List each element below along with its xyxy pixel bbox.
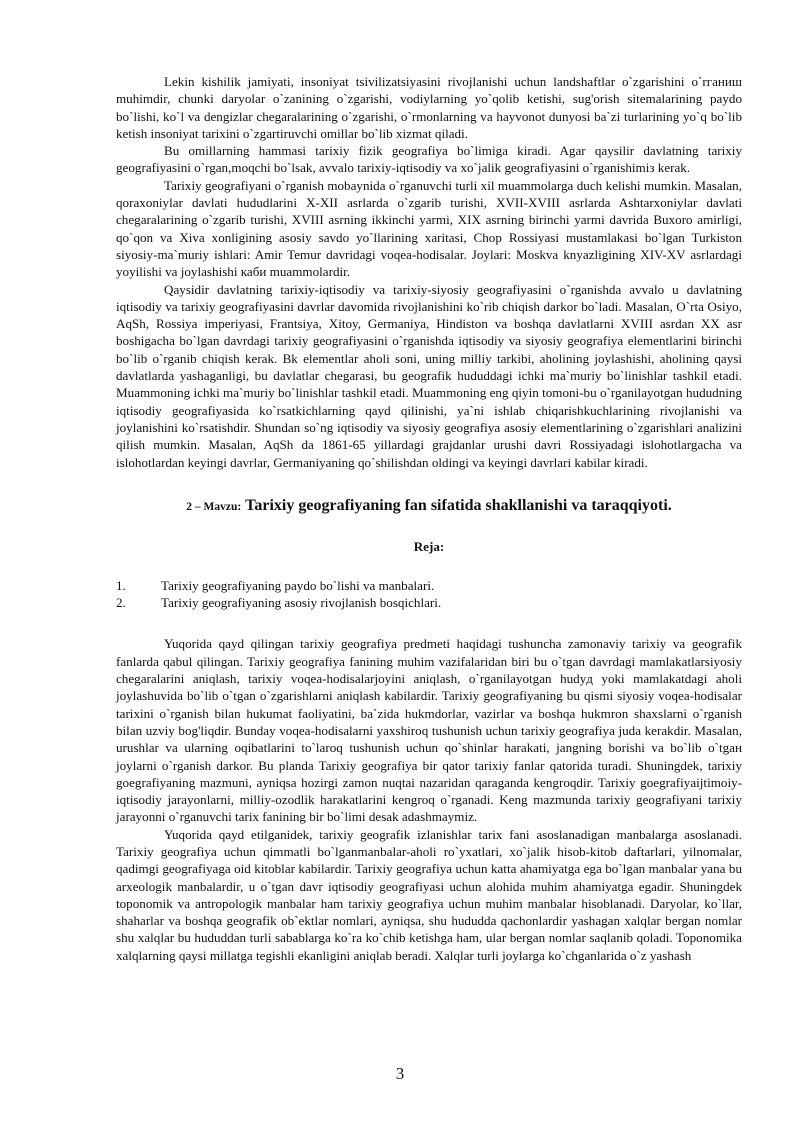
plan-list-item xyxy=(116,594,742,611)
body-paragraph: Qaysidir davlatning tarixiy-iqtisodiy va tarixiy-siyosiy geografiyasini o`rganishda avvalo u davlatning iqtisodiy va tarixiy geografiyasini davrlar davomida rivojlanishini ko`rib chiqish darkor bo`ladi. Masalan, O`rta Osiyo, AqSh, Rossiya imperiyasi, Frantsiya, Xitoy, Germaniya, Hindiston va boshqa davlatlarni XVIII asrdan XX asr boshigacha bo`lgan davrdagi tarixiy geografiyasini o`rganishda iqtisodiy va siyosiy geografiya elementlarini birinchi bo`lib o`rganib chiqish kerak. Bk elementlar aholi soni, uning milliy tarkibi, aholining joylashishi, aholining qaysi davlatlarda yashaganligi, bu davlatlar chegarasi, bu geografik hududdagi ichki ma`muriy bo`linishlar tashkil etadi. Muammoning ichki ma`muriy bo`linishlar tashkil etadi. Muammoning eng qiyin tomoni-bu o`rganilayotgan hududning iqtisodiy geografiyasida ko`rsatkichlarning qayd qilinishi, ya`ni ishlab chiqarishkuchlarining rivojlanishi va joylanishini ko`rsatishdir. Shundan so`ng iqtisodiy va siyosiy geografiya asosiy elementlarining o`zgarishlari analizini qilish mumkin. Masalan, AqSh da 1861-65 yillardagi grajdanlar urushi davri Rossiyadagi islohotlargacha va islohotlardan keyingi davrlar, Germaniyaning qo`shilishdan oldingi va keyingi davrlari kabilar kiradi. xyxy=(116,281,742,470)
plan-list-item xyxy=(116,577,742,594)
body-paragraph: Lekin kishilik jamiyati, insoniyat tsivilizatsiyasini rivojlanishi uchun landshaftlar o`zgarishini o`rганиш muhimdir, chunki daryolar o`zanining o`zgarishi, vodiylarning yo`qolib ketishi, sug'orish sitemalarining paydo bo`lishi, ko`l va dengizlar chegaralarining o`zgarishi, o`rmonlarning va hayvonot dunyosi ba`zi turlarining yo`q bo`lib ketish insoniyat tarixini o`zgartiruvchi omillar bo`lib xizmat qiladi. xyxy=(116,74,742,141)
plan-item-text: Tarixiy geografiyaning paydo bo`lishi va manbalari. xyxy=(161,577,435,593)
topic-number: 2 – Mavzu: xyxy=(186,500,242,513)
spacer xyxy=(116,611,742,635)
plan-heading: Reja: xyxy=(413,538,445,554)
body-paragraph: Yuqorida qayd etilganidek, tarixiy geografik izlanishlar tarix fani asoslanadigan manbalarga asoslanadi. Tarixiy geografiya uchun qimmatli bo`lganmanbalar-aholi ro`yxatlari, xo`jalik hisob-kitob daftarlari, yilnomalar, qadimgi geografiyaga oid kitoblar kabilardir. Tarixiy geografiya uchun katta ahamiyatga ega bo`lgan manbalar yana bu arxeologik manbalardir, u o`tgan davr iqtisodiy geografiyasi uchun alohida muhim ahamiyatga egadir. Shuningdek toponomik va antropologik manbalar ham tarixiy geografiya uchun muhim manbalar hisoblanadi. Daryolar, ko`llar, shaharlar va boshqa geografik ob`ektlar nomlari, ayniqsa, shu hududda qachonlardir yashagan xalqlar bergan nomlar shu xalqlar bu hududdan turli sabablarga ko`ra ko`chib ketishga ham, ular bergan nomlar saqlanib qoladi. Toponomika xalqlarning qaysi millatga tegishli ekanligini aniqlab beradi. Xalqlar turli joylarga ko`chganlarida o`z yashash xyxy=(116,826,742,963)
body-paragraph: Yuqorida qayd qilingan tarixiy geografiya predmeti haqidagi tushuncha zamonaviy tarixiy va geografik fanlarda qabul qilingan. Tarixiy geografiya fanining muhim vazifalaridan biri bu o`tgan davrdagi mamlakatlarsiyosiy chegaralarini aniqlash, tarixiy voqea-hodisalarjoyini aniqlash, o`rganilayotgan hudyд yoki mamlakatdagi aholi joylashuvida bo`lib o`tgan o`zgarishlarni aniqlash kabilardir. Tarixiy geografiyaning bu qismi siyosiy voqea-hodisalar tarixini o`rganish bilan hukumat faoliyatini, ba`zida hukmdorlar, vazirlar va boshqa hukmron shaxslarni o`rganish bilan uzviy bog'liqdir. Bunday voqea-hodisalarni yaxshiroq tushunish uchun tarixiy geografiya juda kerakdir. Masalan, urushlar va ularning oqibatlarini to`laroq tushunish uchun qo`shinlar harakati, jangning borishi va bo`lib o`tgaн joylarni o`rganish darkor. Bu planda Tarixiy geografiya bir qator tarixiy fanlar qatorida turadi. Shuningdek, tarixiy goegrafiyaning mazmuni, ayniqsa hozirgi zamon nuqtai nazaridan qaraganda kengroqdir. Tarixiy goegrafiyaijtimoiy-iqtisodiy jarayonlarni, milliy-ozodlik harakatlarini kengroq o`rganadi. Keng mazmunda tarixiy geografiyani tarixiy jarayonni o`rganuvchi tarix fanining bir bo`limi desak adashmaymiz. xyxy=(116,636,742,825)
plan-item-number: 2. xyxy=(116,595,126,611)
plan-item-number: 1. xyxy=(116,577,126,593)
topic-heading xyxy=(116,495,742,518)
plan-item-text: Tarixiy geografiyaning asosiy rivojlanish bosqichlari. xyxy=(161,595,442,611)
plan-list xyxy=(116,577,742,612)
topic-title: Tarixiy geografiyaning fan sifatida shakllanishi va taraqqiyoti. xyxy=(245,496,672,514)
document-page xyxy=(116,73,742,964)
body-paragraph: Bu omillarning hammasi tarixiy fizik geografiya bo`limiga kiradi. Agar qaysilir davlatning tarixiy geografiyasini o`rgan,moqchi bo`lsak, avvalo tarixiy-iqtisodiy va xo`jalik geografiyasini o`rganishimiз kerak. xyxy=(116,143,742,176)
body-paragraph: Tarixiy geografiyani o`rganish mobaynida o`rganuvchi turli xil muammolarga duch kelishi mumkin. Masalan, qoraxoniylar davlati hududlarini X-XII asrlarda o`zgarib turishi, XVII-XVIII asrlarda Ashtarxoniylar davlati chegaralarining o`zgarib turishi, XVIII asrning ikkinchi yarmi, XIX asrning birinchi yarmi davrida Buxoro amirligi, qo`qon va Xiva xonligining asosiy savdo yo`llarining xaritasi, Chop Rossiyasi mustamlakasi bo`lgan Turkiston siyosiy-ma`muriy ishlari: Amir Temur davridagi voqea-hodisalar. Joylari: Moskva knyazligining XIV-XV asrlardagi yoyilishi va joylashishi каби muammolardir. xyxy=(116,177,742,280)
page-number: 3 xyxy=(395,1064,405,1083)
